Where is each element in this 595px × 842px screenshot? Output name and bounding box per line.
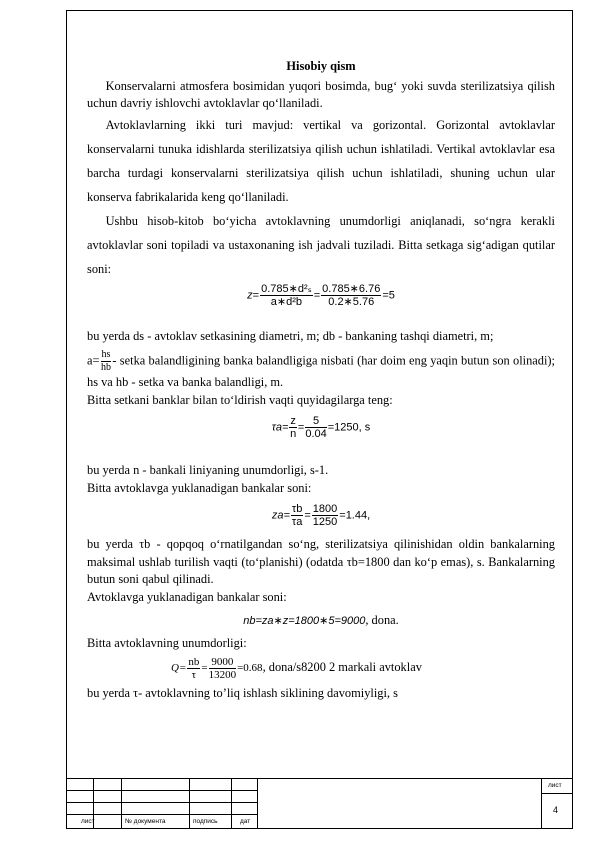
- section-title: Hisobiy qism: [286, 59, 356, 73]
- formula-za: za= $\frac{\tau b}{\tau a}$ = $\frac{1800}{1250}$ =1.44,: [271, 503, 371, 528]
- paragraph-6: Bitta setkani banklar bilan to‘ldirish vaqti quyidagilarga teng:: [87, 392, 393, 407]
- formula-tau-a: τa= $\frac{z}{n}$ = $\frac{5}{0.04}$ =1250, s: [271, 415, 371, 440]
- paragraph-5: a= $\frac{hs}{hb}$ - setka balandligining banka balandligiga nisbati (har doim eng yaqin butun son olinadi); hs va hb - setka va banka balandligi, m.: [87, 349, 555, 389]
- title-block: [66, 778, 573, 829]
- paragraph-4: bu yerda ds - avtoklav setkasining diametri, m; db - bankaning tashqi diametri, m;: [87, 328, 494, 343]
- paragraph-2: Avtoklavlarning ikki turi mavjud: vertikal va gorizontal. Gorizontal avtoklavlar konservalarni tunuka idishlarda sterilizatsiya qilish uchun ishlatiladi. Vertikal avtoklavlar esa barcha turdagi konservalarni sterilizatsiya qilish uchun ishlatiladi, shuning uchun ular konserva fabrikalarida keng qo‘llaniladi.: [87, 117, 555, 204]
- stamp-date-label: дат: [240, 818, 251, 825]
- stamp-list-label: лист: [81, 818, 95, 825]
- formula-z: z= $\frac{\text{0.785∗d²ₛ}}{\text{a∗d²b}}$ = $\frac{0.785∗6.76}{0.2∗5.76}$ =5: [247, 282, 395, 308]
- formula-q: Q= $\frac{nb}{\tau}$ = $\frac{9000}{13200}$ =0.68, dona/s8200 2 markali avtoklav: [171, 656, 422, 681]
- paragraph-9: bu yerda τb - qopqoq o‘rnatilgandan so‘ng, sterilizatsiya qilinishidan oldin bankalarning maksimal ushlab turilish vaqti (to‘planishi) (odatda τb=1800 dan ko‘p emas), s. Bankalarning butun soni qabul qilinadi.: [87, 537, 555, 586]
- formula-nb: nb=za∗z=1800∗5=9000, dona.: [243, 613, 399, 627]
- paragraph-12: bu yerda τ- avtoklavning to’liq ishlash siklining davomiyligi, s: [87, 686, 398, 700]
- paragraph-8: Bitta avtoklavga yuklanadigan bankalar soni:: [87, 480, 312, 495]
- paragraph-1: Konservalarni atmosfera bosimidan yuqori bosimda, bug‘ yoki suvda sterilizatsiya qilish uchun davriy ishlovchi avtoklavlar qo‘llaniladi.: [87, 78, 555, 110]
- stamp-doc-label: № документа: [125, 818, 166, 825]
- stamp-sign-label: подпись: [193, 818, 218, 825]
- paragraph-11: Bitta avtoklavning unumdorligi:: [87, 635, 247, 650]
- page-number: 4: [553, 805, 559, 815]
- paragraph-3: Ushbu hisob-kitob bo‘yicha avtoklavning unumdorligi aniqlanadi, so‘ngra kerakli avtoklavlar soni topiladi va ustaxonaning ish jadvali tuziladi. Bitta setkaga sig‘adigan qutilar soni:: [87, 213, 555, 276]
- paragraph-10: Avtoklavga yuklanadigan bankalar soni:: [87, 589, 287, 604]
- stamp-sheet-label: лист: [548, 782, 562, 789]
- document-body: [87, 58, 555, 703]
- paragraph-7: bu yerda n - bankali liniyaning unumdorligi, s-1.: [87, 463, 329, 477]
